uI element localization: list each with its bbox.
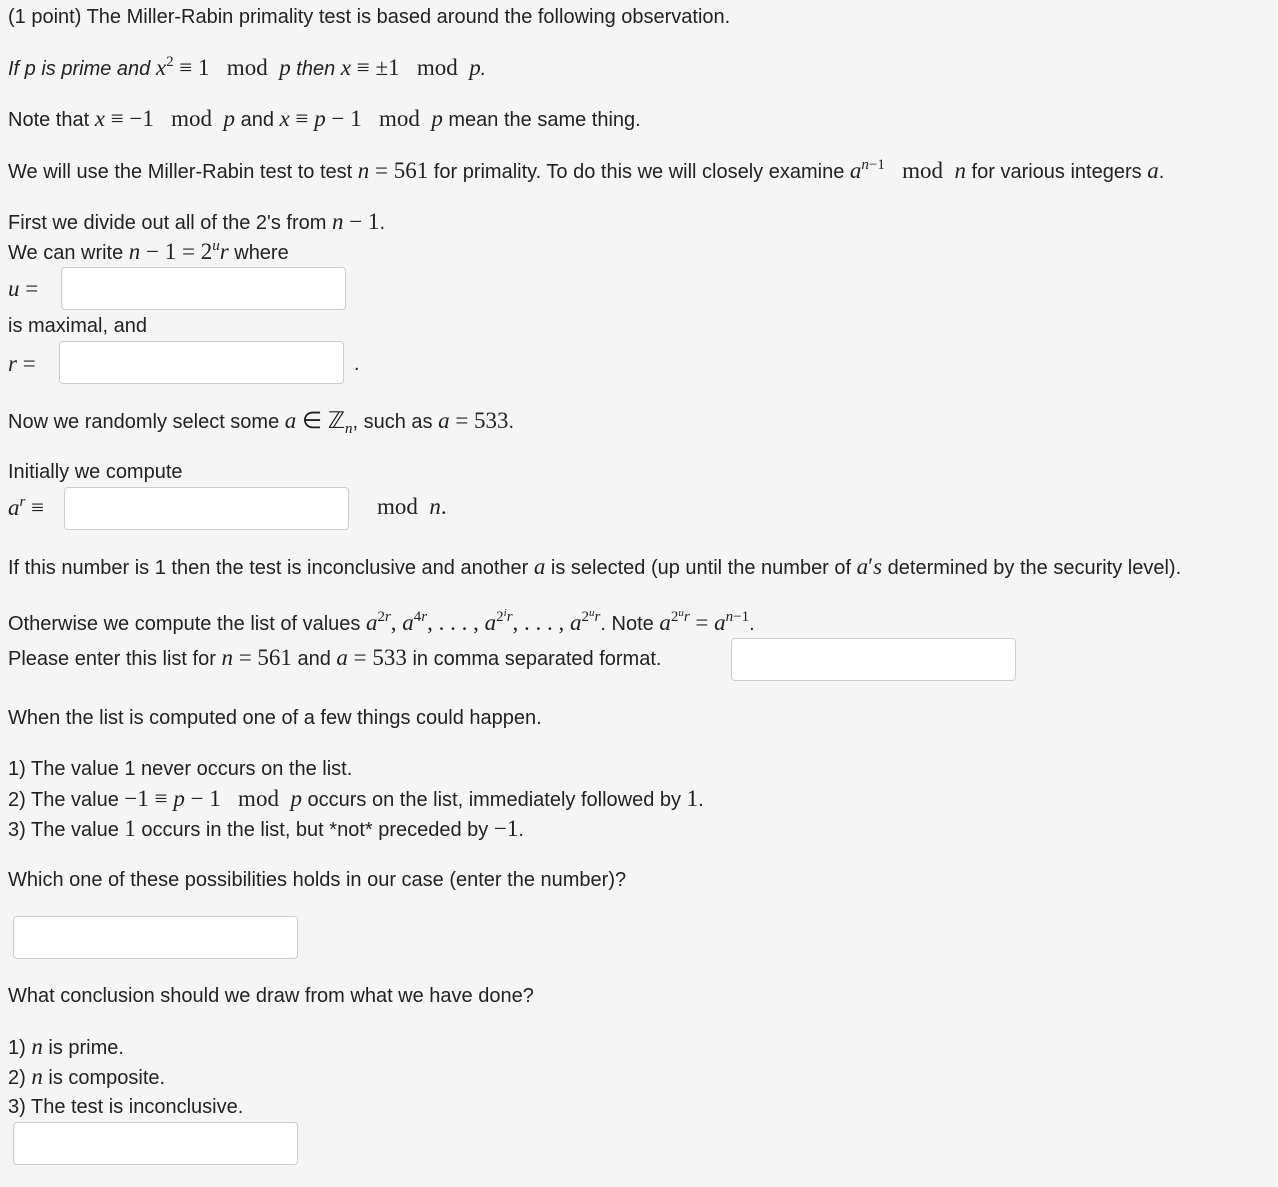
math-n-value: n = 561 xyxy=(357,158,429,183)
r-input[interactable] xyxy=(59,341,344,384)
possibilities-intro: When the list is computed one of a few things could happen. xyxy=(8,707,542,729)
math-congruence-1: $x^2 \equiv 1$ mod p xyxy=(155,54,291,80)
r-label: r = xyxy=(8,351,36,376)
mod-n-label: mod n. xyxy=(377,494,447,519)
otherwise-line: Otherwise we compute the list of values $a^{2r}$, $a^{4r}$, . . . , $a^{2^ir}$, . . . , $a^{2^ur}$. Note $a^{2^ur} = a^{n-1}$. xyxy=(8,607,755,635)
math-value-list: $a^{2r}$, $a^{4r}$, . . . , $a^{2^ir}$, . . . , $a^{2^ur}$ xyxy=(365,607,601,635)
initially-text: Initially we compute xyxy=(8,461,183,483)
math-minus-one: x ≡ −1 mod p xyxy=(94,106,236,131)
conclusion-question: What conclusion should we draw from what we have done? xyxy=(8,985,534,1007)
possibility-question: Which one of these possibilities holds in our case (enter the number)? xyxy=(8,869,627,891)
task-line: We will use the Miller-Rabin test to test n = 561 for primality. To do this we will closely examine $a^{n-1}$ mod n for various integers a. xyxy=(8,157,1165,183)
note-line: Note that x ≡ −1 mod p and x ≡ p − 1 mod p mean the same thing. xyxy=(8,106,641,131)
write-line: We can write $n - 1 = 2^ur$ where xyxy=(8,238,289,264)
p-variable: p xyxy=(24,58,36,80)
problem-intro: (1 point) The Miller-Rabin primality test is based around the following observation. xyxy=(8,6,731,28)
math-note-equality: $a^{2^ur} = a^{n-1}$ xyxy=(659,607,750,635)
math-n-minus-1: n − 1 xyxy=(331,209,380,234)
u-input[interactable] xyxy=(61,267,346,310)
conclusion-1: 1) n is prime. xyxy=(8,1034,124,1059)
r-period: . xyxy=(354,353,360,375)
math-p-minus-one: x ≡ p − 1 mod p xyxy=(279,106,443,131)
conclusion-3: 3) The test is inconclusive. xyxy=(8,1096,244,1118)
divide-line: First we divide out all of the 2's from n − 1. xyxy=(8,209,385,234)
possibility-2: 2) The value −1 ≡ p − 1 mod p occurs on the list, immediately followed by 1. xyxy=(8,786,704,811)
u-label: u = xyxy=(8,276,39,301)
inconclusive-line: If this number is 1 then the test is inconclusive and another a is selected (up until the number of a′s determined by the security level). xyxy=(8,554,1182,579)
math-decomposition: $n - 1 = 2^ur$ xyxy=(128,238,229,264)
math-a-power: $a^{n-1}$ mod n xyxy=(849,157,966,183)
possibility-1: 1) The value 1 never occurs on the list. xyxy=(8,758,353,780)
ar-label: $a^r$ ≡ xyxy=(8,494,45,520)
is-maximal-text: is maximal, and xyxy=(8,315,147,337)
math-a-in-zn: a ∈ ℤ$_n$ xyxy=(284,408,353,437)
list-input[interactable] xyxy=(731,638,1016,681)
math-congruence-2: x ≡ ±1 mod p xyxy=(340,55,481,80)
ar-input[interactable] xyxy=(64,487,349,530)
observation-statement: If p is prime and $x^2 \equiv 1$ mod p then x ≡ ±1 mod p. xyxy=(8,54,487,80)
select-line: Now we randomly select some a ∈ ℤ$_n$, such as a = 533. xyxy=(8,408,515,437)
math-a: a xyxy=(1147,158,1159,183)
conclusion-2: 2) n is composite. xyxy=(8,1064,166,1089)
possibility-3: 3) The value 1 occurs in the list, but *not* preceded by −1. xyxy=(8,816,524,841)
conclusion-input[interactable] xyxy=(13,1122,298,1165)
possibility-input[interactable] xyxy=(13,916,298,959)
math-as: a′s xyxy=(856,554,883,579)
math-a-value: a = 533 xyxy=(438,408,509,433)
enter-list-line: Please enter this list for n = 561 and a = 533 in comma separated format. xyxy=(8,645,662,670)
